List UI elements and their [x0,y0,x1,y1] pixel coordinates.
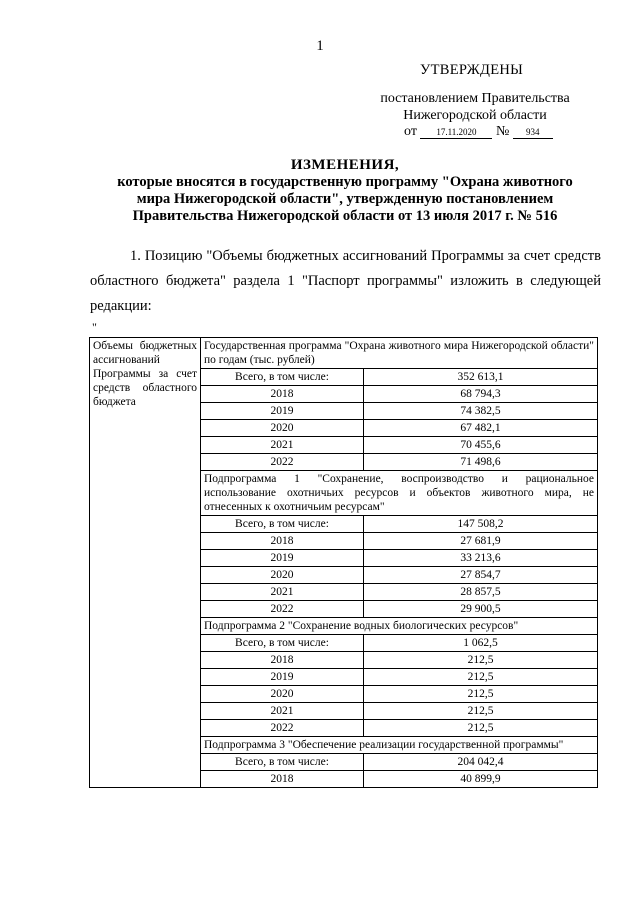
year-cell: 2021 [201,703,364,720]
document-title [70,157,620,225]
title-line-3: Правительства Нижегородской области от 13 июля 2017 г. № 516 [132,208,558,224]
year-cell: 2018 [201,771,364,788]
decree-line-1: постановлением Правительства [380,91,570,106]
amount-cell: 68 794,3 [364,386,598,403]
year-cell: 2020 [201,420,364,437]
amount-cell: 212,5 [364,652,598,669]
section-title-cell: Государственная программа "Охрана животного мира Нижегородской области" по годам (тыс. рублей) [201,338,598,369]
year-cell: 2022 [201,720,364,737]
table-row [90,338,598,369]
total-label-cell: Всего, в том числе: [201,754,364,771]
title-line-1: которые вносятся в государственную программу "Охрана животного [117,174,573,190]
page-number: 1 [316,38,324,54]
amount-cell: 70 455,6 [364,437,598,454]
year-cell: 2019 [201,669,364,686]
year-cell: 2018 [201,533,364,550]
total-value-cell: 1 062,5 [364,635,598,652]
amount-cell: 29 900,5 [364,601,598,618]
row-label-cell: Объемы бюджетных ассигнований Программы за счет средств областного бюджета [90,338,201,788]
amount-cell: 33 213,6 [364,550,598,567]
amount-cell: 40 899,9 [364,771,598,788]
title-heading: ИЗМЕНЕНИЯ, [290,157,400,173]
year-cell: 2018 [201,652,364,669]
year-cell: 2021 [201,437,364,454]
amount-cell: 67 482,1 [364,420,598,437]
budget-table [89,337,598,788]
year-cell: 2022 [201,601,364,618]
total-label-cell: Всего, в том числе: [201,516,364,533]
amount-cell: 212,5 [364,686,598,703]
section-title-cell: Подпрограмма 3 "Обеспечение реализации государственной программы" [201,737,598,754]
amount-cell: 212,5 [364,669,598,686]
year-cell: 2021 [201,584,364,601]
year-cell: 2019 [201,550,364,567]
total-value-cell: 352 613,1 [364,369,598,386]
total-label-cell: Всего, в том числе: [201,635,364,652]
amount-cell: 212,5 [364,703,598,720]
approval-stamp: УТВЕРЖДЕНЫ [420,62,524,78]
amount-cell: 28 857,5 [364,584,598,601]
amount-cell: 74 382,5 [364,403,598,420]
total-label-cell: Всего, в том числе: [201,369,364,386]
total-value-cell: 147 508,2 [364,516,598,533]
opening-quote: " [92,320,97,334]
year-cell: 2018 [201,386,364,403]
year-cell: 2020 [201,686,364,703]
decree-number: 934 [513,126,553,139]
decree-date: 17.11.2020 [420,126,492,139]
amount-cell: 71 498,6 [364,454,598,471]
paragraph-text: 1. Позицию "Объемы бюджетных ассигнований Программы за счет средств областного бюджета" раздела 1 "Паспорт программы" изложить в следующей редакции: [90,248,601,314]
from-label: от [404,124,417,139]
body-paragraph [90,244,601,319]
amount-cell: 212,5 [364,720,598,737]
year-cell: 2022 [201,454,364,471]
amount-cell: 27 681,9 [364,533,598,550]
year-cell: 2019 [201,403,364,420]
title-line-2: мира Нижегородской области", утвержденную постановлением [136,191,554,207]
section-title-cell: Подпрограмма 2 "Сохранение водных биологических ресурсов" [201,618,598,635]
number-sign: № [495,124,510,139]
total-value-cell: 204 042,4 [364,754,598,771]
section-title-cell: Подпрограмма 1 "Сохранение, воспроизводство и рациональное использование охотничьих ресурсов и объектов животного мира, не отнесенных к охотничьим ресурсам" [201,471,598,516]
amount-cell: 27 854,7 [364,567,598,584]
year-cell: 2020 [201,567,364,584]
decree-reference [340,90,610,124]
decree-date-line [404,124,553,140]
decree-line-2: Нижегородской области [403,108,547,123]
